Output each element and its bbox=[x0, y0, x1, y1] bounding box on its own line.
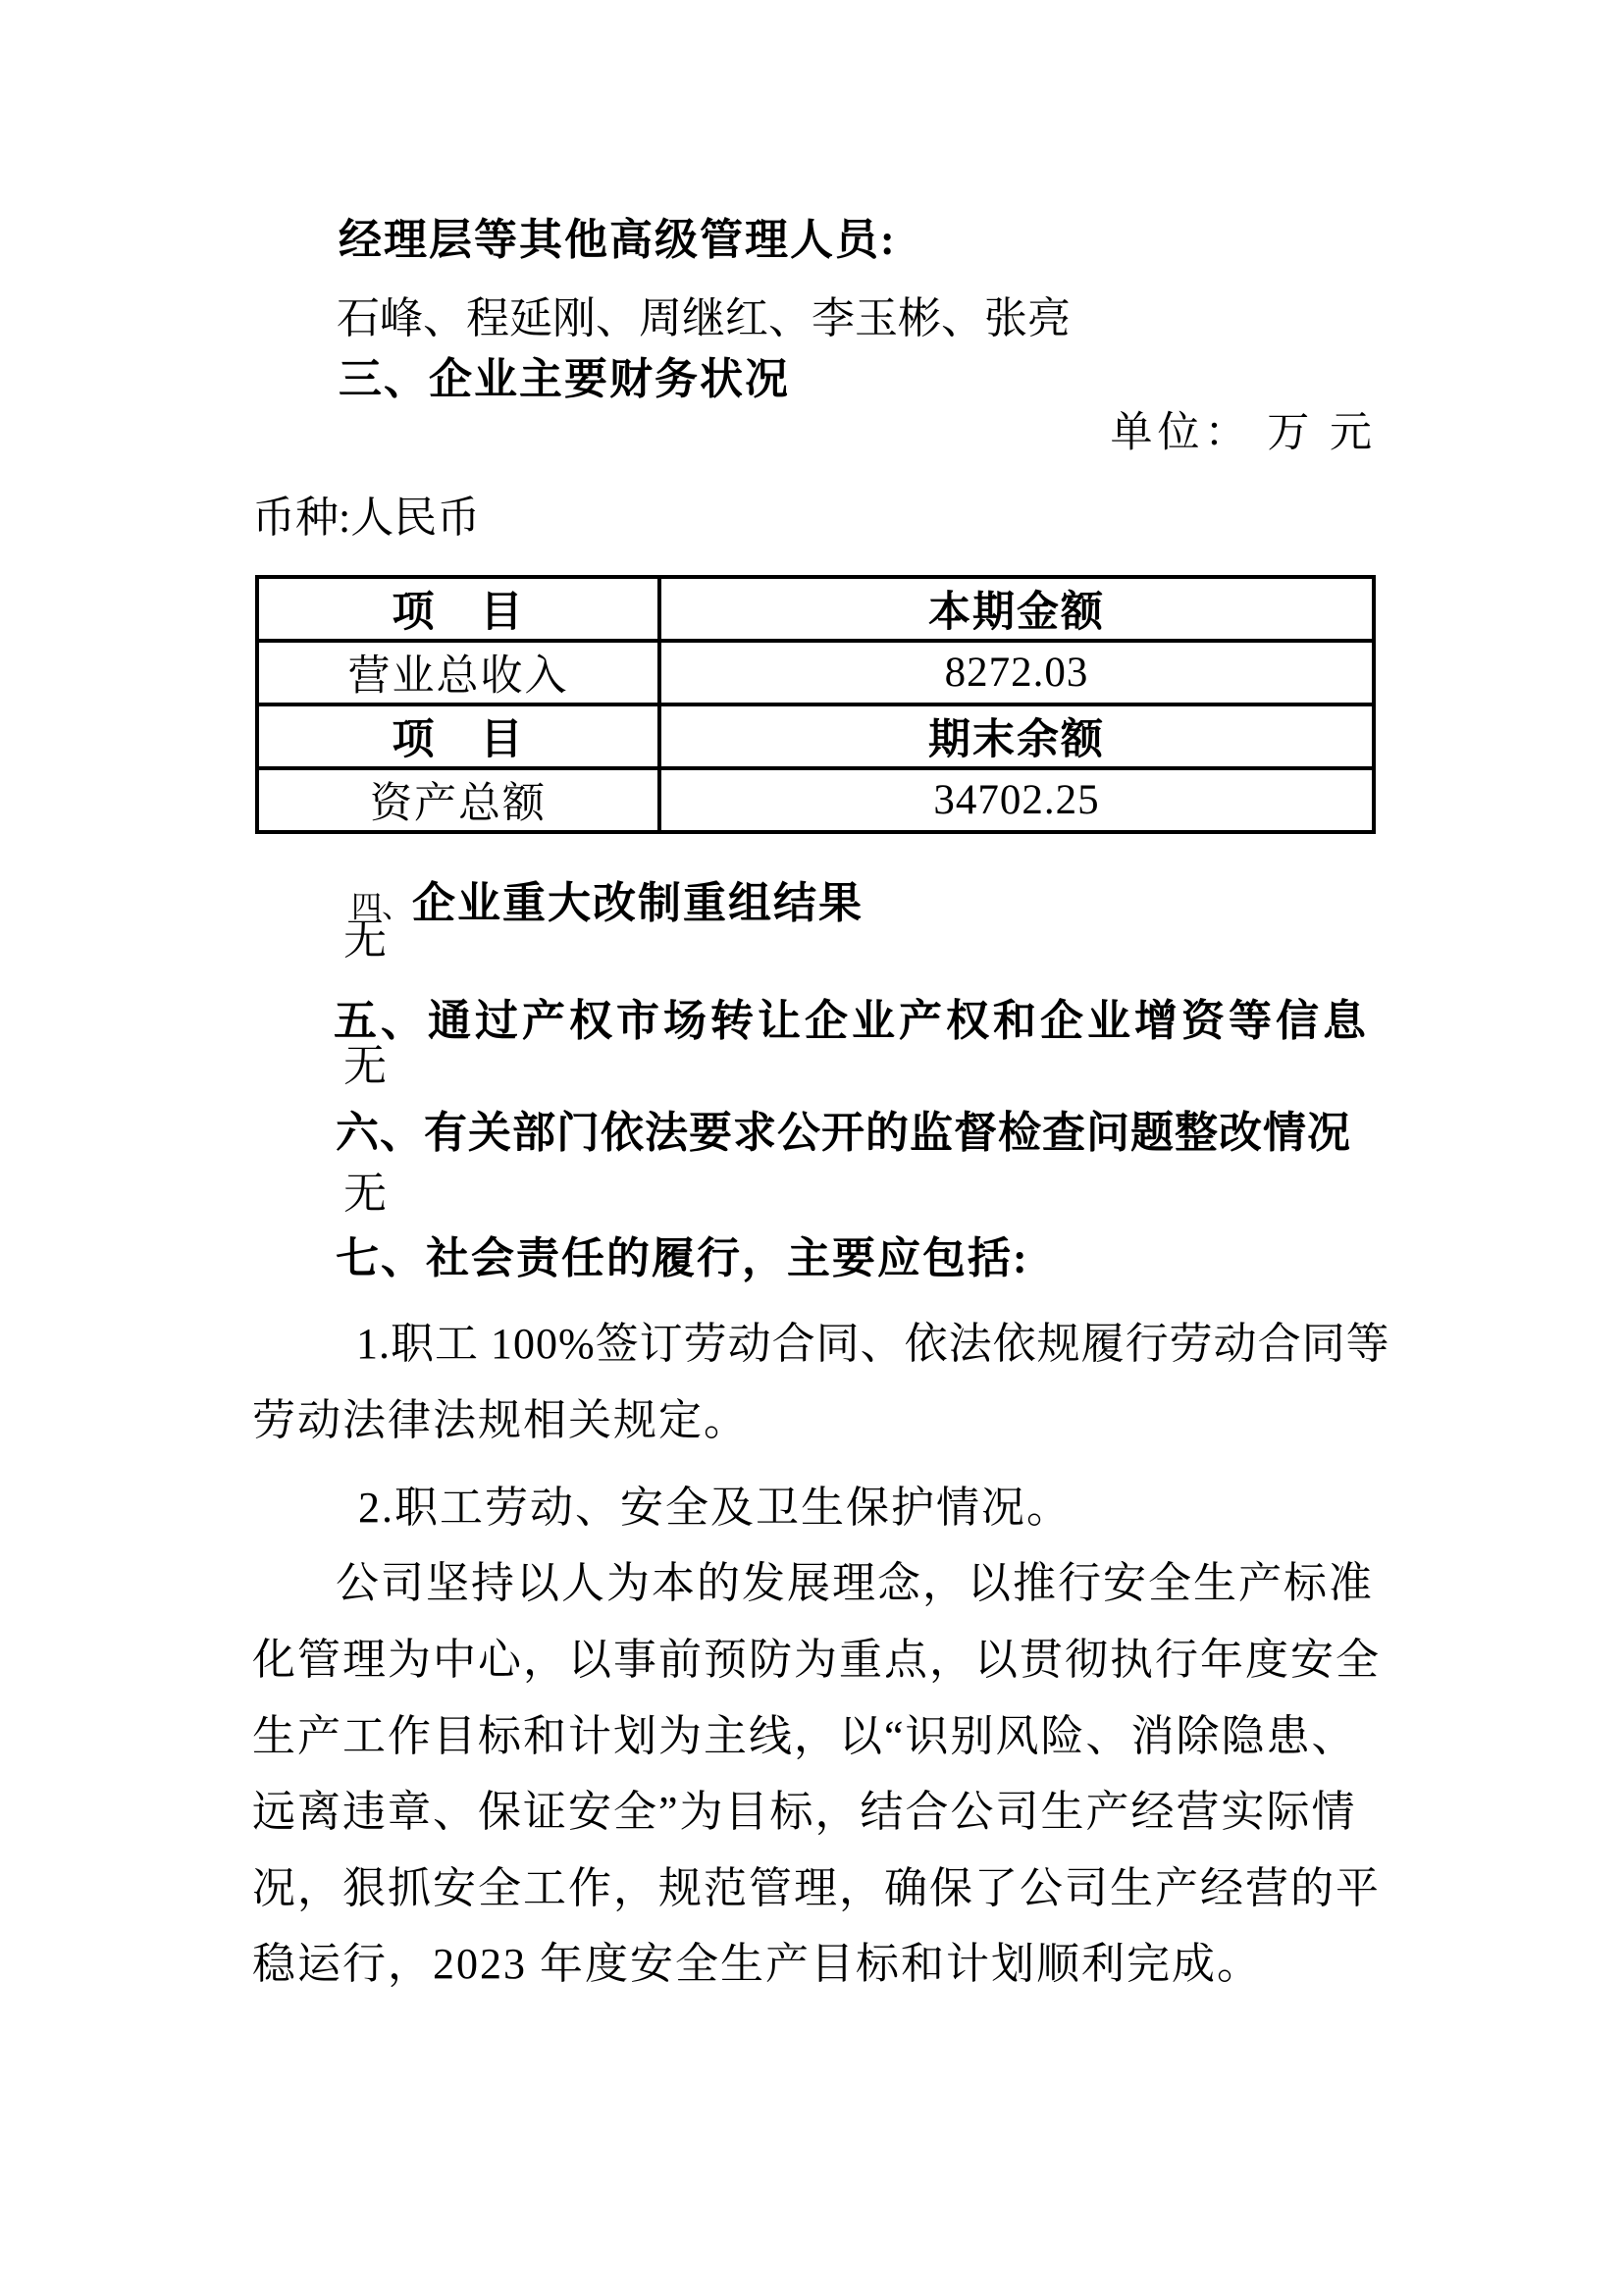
section7-paragraph-line-6: 稳运行，2023 年度安全生产目标和计划顺利完成。 bbox=[252, 1940, 1262, 1988]
table-cell-assets-label: 资产总额 bbox=[257, 768, 659, 832]
section7-item2: 2.职工劳动、安全及卫生保护情况。 bbox=[358, 1484, 1072, 1532]
table-header-item: 项 目 bbox=[257, 577, 659, 641]
section5-content: 无 bbox=[343, 1042, 389, 1090]
section7-paragraph-line-4: 远离违章、保证安全”为目标，结合公司生产经营实际情 bbox=[252, 1788, 1357, 1836]
management-names: 石峰、程延刚、周继红、李玉彬、张亮 bbox=[337, 294, 1071, 342]
section4-title bbox=[336, 861, 864, 945]
table-row bbox=[257, 704, 1374, 768]
section7-paragraph-line-5: 况，狠抓安全工作，规范管理，确保了公司生产经营的平 bbox=[252, 1864, 1381, 1912]
financial-table bbox=[255, 575, 1376, 834]
table-header-current-amount: 本期金额 bbox=[659, 577, 1374, 641]
table-row bbox=[257, 641, 1374, 704]
section5-title: 五、通过产权市场转让企业产权和企业增资等信息 bbox=[334, 997, 1370, 1045]
section7-paragraph-line-2: 化管理为中心，以事前预防为重点，以贯彻执行年度安全 bbox=[252, 1636, 1381, 1684]
section6-content: 无 bbox=[343, 1170, 389, 1218]
section7-item1-line2: 劳动法律法规相关规定。 bbox=[252, 1396, 749, 1444]
management-heading: 经理层等其他高级管理人员: bbox=[339, 216, 897, 264]
section7-title: 七、社会责任的履行，主要应包括: bbox=[336, 1234, 1029, 1282]
section4-content: 无 bbox=[343, 915, 389, 964]
section7-item1-line1: 1.职工 100%签订劳动合同、依法依规履行劳动合同等 bbox=[356, 1320, 1390, 1368]
section6-title: 六、有关部门依法要求公开的监督检查问题整改情况 bbox=[336, 1109, 1351, 1157]
unit-note: 单位： 万 元 bbox=[1110, 410, 1377, 456]
table-row bbox=[257, 768, 1374, 832]
section4-marker: 四、 bbox=[351, 889, 412, 924]
section7-paragraph-line-3: 生产工作目标和计划为主线，以“识别风险、消除隐患、 bbox=[252, 1712, 1357, 1760]
section3-title: 三、企业主要财务状况 bbox=[339, 355, 790, 403]
table-row bbox=[257, 577, 1374, 641]
section4-title-text: 企业重大改制重组结果 bbox=[412, 878, 864, 927]
table-cell-revenue-value: 8272.03 bbox=[659, 641, 1374, 704]
table-cell-revenue-label: 营业总收入 bbox=[257, 641, 659, 704]
table-header-item-2: 项 目 bbox=[257, 704, 659, 768]
table-header-ending-balance: 期末余额 bbox=[659, 704, 1374, 768]
section7-paragraph-line-1: 公司坚持以人为本的发展理念，以推行安全生产标准 bbox=[336, 1559, 1374, 1607]
table-cell-assets-value: 34702.25 bbox=[659, 768, 1374, 832]
currency-note: 币种:人民币 bbox=[252, 494, 481, 542]
